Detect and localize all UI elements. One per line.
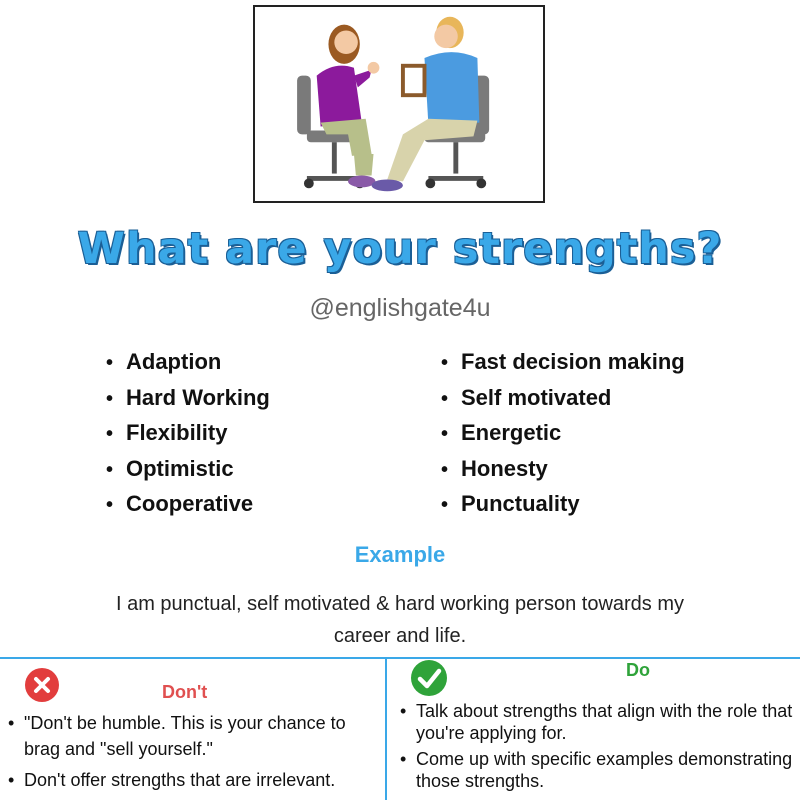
strength-label: Punctuality xyxy=(461,491,580,516)
interview-cartoon-image xyxy=(255,7,543,201)
strength-label: Fast decision making xyxy=(461,349,685,374)
list-item xyxy=(441,488,685,524)
list-item xyxy=(106,417,270,453)
bullet-icon: • xyxy=(441,352,449,374)
example-text: I am punctual, self motivated & hard working person towards my career and life. xyxy=(115,593,685,647)
strength-label: Honesty xyxy=(461,455,548,481)
list-item xyxy=(441,417,685,453)
strength-label: Self motivated xyxy=(461,384,612,410)
section-divider-horizontal xyxy=(0,657,800,659)
bullet-icon: • xyxy=(441,387,449,410)
bullet-icon: • xyxy=(106,352,114,374)
list-item xyxy=(106,453,270,489)
dont-heading: Don't xyxy=(162,682,208,702)
dont-list xyxy=(6,710,384,798)
list-item: • Talk about strengths that align with the role that you're applying for. xyxy=(398,700,798,744)
author-handle: @englishgate4u xyxy=(309,294,491,322)
do-list xyxy=(398,700,798,796)
strengths-list-left xyxy=(106,346,270,524)
strengths-list-right xyxy=(441,346,685,524)
list-item xyxy=(106,488,270,524)
list-item: • "Don't be humble. This is your chance to brag and "sell yourself." xyxy=(6,710,384,762)
do-heading: Do xyxy=(626,660,650,680)
bullet-icon: • xyxy=(106,387,114,410)
strength-label: Flexibility xyxy=(126,420,228,445)
strength-label: Hard Working xyxy=(126,384,270,410)
bullet-icon: • xyxy=(106,494,114,516)
interview-illustration xyxy=(253,5,545,203)
list-item xyxy=(441,346,685,382)
page-title: What are your strengths? xyxy=(77,224,723,274)
list-item xyxy=(106,382,270,418)
list-item xyxy=(106,346,270,382)
bullet-icon: • xyxy=(441,458,449,481)
check-circle-icon xyxy=(411,660,447,696)
section-divider-vertical xyxy=(385,659,387,800)
strength-label: Adaption xyxy=(126,349,222,374)
bullet-icon: • xyxy=(441,494,449,516)
x-circle-icon xyxy=(25,668,59,702)
strength-label: Energetic xyxy=(461,420,562,445)
bullet-icon: • xyxy=(106,458,114,481)
list-item: • Don't offer strengths that are irrelevant. xyxy=(6,767,384,793)
strength-label: Cooperative xyxy=(126,491,254,516)
strength-label: Optimistic xyxy=(126,455,234,481)
list-item xyxy=(441,453,685,489)
example-heading: Example xyxy=(354,542,446,567)
list-item xyxy=(441,382,685,418)
bullet-icon: • xyxy=(441,423,449,445)
list-item: • Come up with specific examples demonstrating those strengths. xyxy=(398,748,798,792)
bullet-icon: • xyxy=(106,423,114,445)
